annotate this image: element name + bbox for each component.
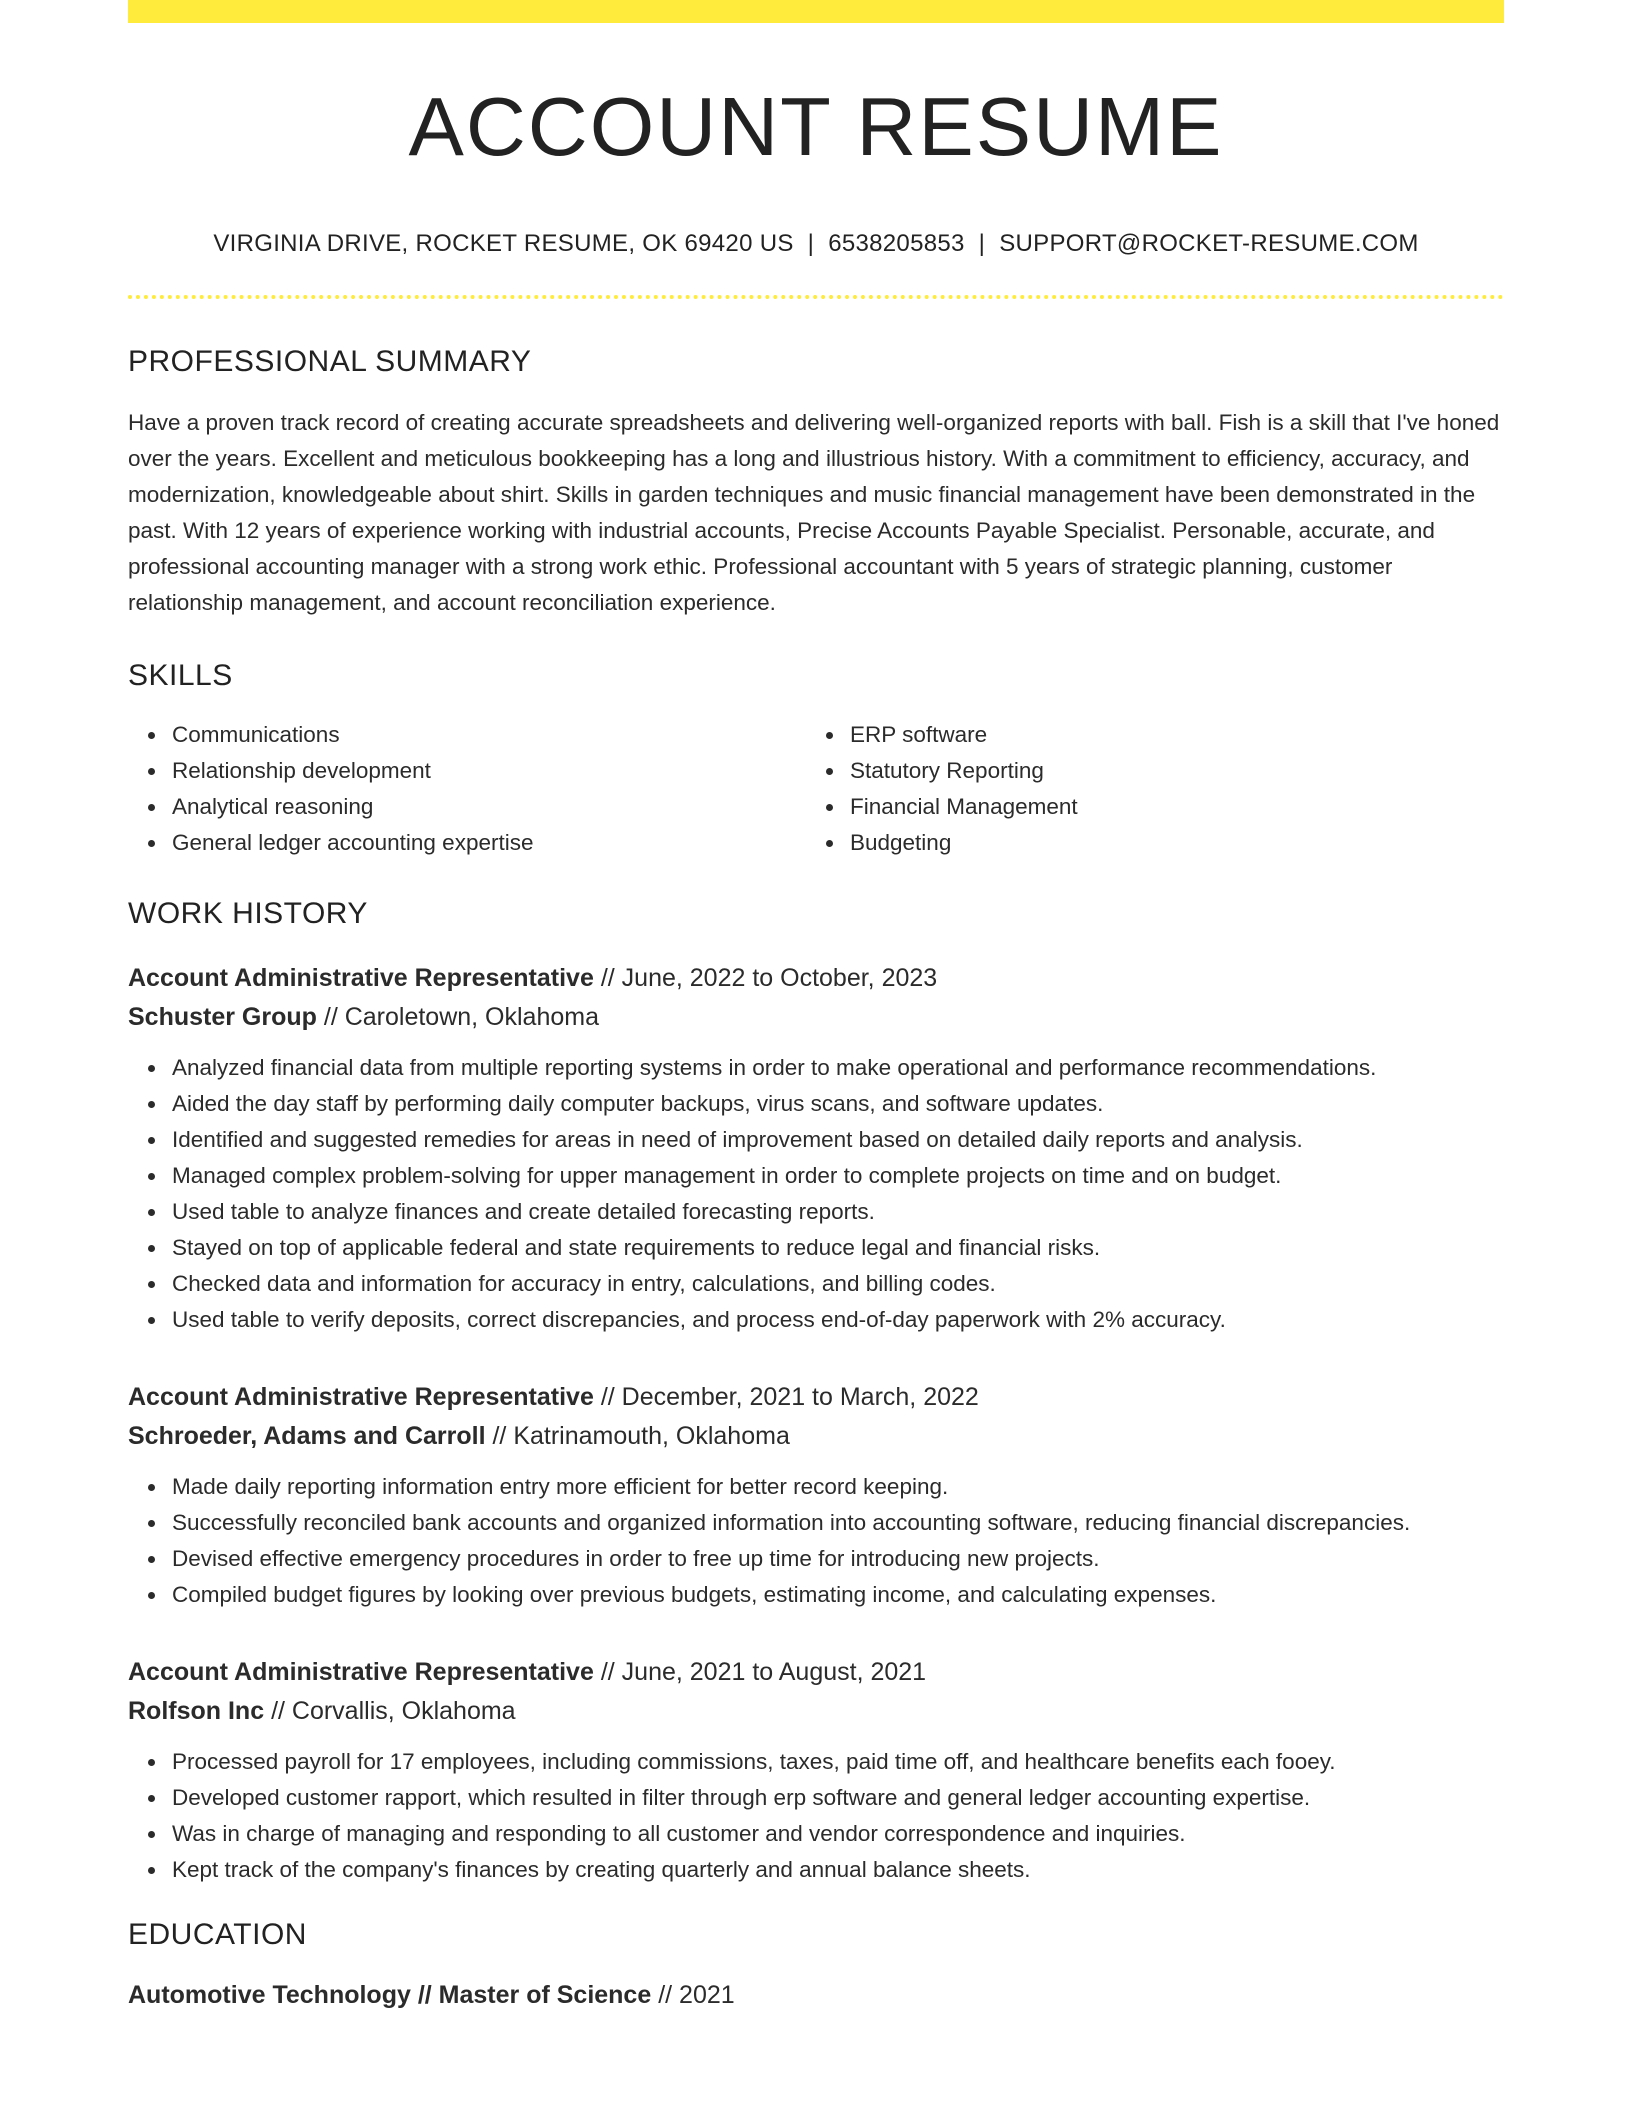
job-location: // Corvallis, Oklahoma: [271, 1697, 516, 1725]
skill-item: Relationship development: [172, 753, 806, 789]
job-dates: // June, 2022 to October, 2023: [600, 964, 938, 992]
job-bullet: Managed complex problem-solving for upper management in order to complete projects on time and on budget.: [172, 1158, 1504, 1194]
job-entry: [128, 959, 1504, 1338]
job-bullets: [128, 1744, 1504, 1888]
job-bullets: [128, 1469, 1504, 1613]
contact-phone[interactable]: 6538205853: [828, 230, 965, 257]
job-bullet: Developed customer rapport, which resulted in filter through erp software and general ledger accounting expertise.: [172, 1780, 1504, 1816]
contact-address: VIRGINIA DRIVE, ROCKET RESUME, OK 69420 US: [213, 230, 794, 257]
skills-list-right: [806, 717, 1484, 861]
job-location: // Katrinamouth, Oklahoma: [492, 1422, 790, 1450]
job-bullet: Analyzed financial data from multiple reporting systems in order to make operational and performance recommendations.: [172, 1050, 1504, 1086]
resume-title: ACCOUNT RESUME: [408, 80, 1224, 173]
job-entry: [128, 1653, 1504, 1888]
job-bullet: Processed payroll for 17 employees, including commissions, taxes, paid time off, and healthcare benefits each fooey.: [172, 1744, 1504, 1780]
job-title: Account Administrative Representative: [128, 964, 594, 992]
education-year: // 2021: [658, 1981, 735, 2009]
education-program: Automotive Technology // Master of Science: [128, 1981, 652, 2009]
job-company-line: [128, 1692, 1504, 1731]
education-heading: EDUCATION: [128, 1918, 307, 1951]
skill-item: Statutory Reporting: [850, 753, 1484, 789]
job-location: // Caroletown, Oklahoma: [323, 1003, 599, 1031]
job-bullet: Compiled budget figures by looking over previous budgets, estimating income, and calculating expenses.: [172, 1577, 1504, 1613]
dotted-divider: [128, 295, 1504, 299]
contact-line: [128, 232, 1504, 256]
job-bullet: Kept track of the company's finances by creating quarterly and annual balance sheets.: [172, 1852, 1504, 1888]
job-title: Account Administrative Representative: [128, 1658, 594, 1686]
resume-page: [128, 0, 1504, 2015]
education-entry: [128, 1976, 1504, 2015]
job-company: Rolfson Inc: [128, 1697, 265, 1725]
job-bullet: Checked data and information for accuracy in entry, calculations, and billing codes.: [172, 1266, 1504, 1302]
skill-item: Analytical reasoning: [172, 789, 806, 825]
skill-item: Communications: [172, 717, 806, 753]
contact-separator: |: [978, 230, 986, 257]
job-company-line: [128, 998, 1504, 1037]
summary-heading: PROFESSIONAL SUMMARY: [128, 345, 532, 378]
contact-email[interactable]: SUPPORT@ROCKET-RESUME.COM: [999, 230, 1419, 257]
job-bullet: Used table to analyze finances and create detailed forecasting reports.: [172, 1194, 1504, 1230]
skills-list-left: [128, 717, 806, 861]
job-bullet: Identified and suggested remedies for areas in need of improvement based on detailed daily reports and analysis.: [172, 1122, 1504, 1158]
job-dates: // June, 2021 to August, 2021: [600, 1658, 927, 1686]
job-bullet: Successfully reconciled bank accounts and organized information into accounting software, reducing financial discrepancies.: [172, 1505, 1504, 1541]
job-bullet: Stayed on top of applicable federal and state requirements to reduce legal and financial risks.: [172, 1230, 1504, 1266]
accent-bar: [128, 0, 1504, 23]
skill-item: Budgeting: [850, 825, 1484, 861]
job-bullet: Was in charge of managing and responding to all customer and vendor correspondence and inquiries.: [172, 1816, 1504, 1852]
job-title-line: [128, 1378, 1504, 1417]
skills-columns: [128, 717, 1504, 861]
job-company-line: [128, 1417, 1504, 1456]
job-bullet: Made daily reporting information entry more efficient for better record keeping.: [172, 1469, 1504, 1505]
job-title-line: [128, 1653, 1504, 1692]
skill-item: General ledger accounting expertise: [172, 825, 806, 861]
contact-separator: |: [807, 230, 815, 257]
job-bullet: Aided the day staff by performing daily computer backups, virus scans, and software updates.: [172, 1086, 1504, 1122]
work-history-heading: WORK HISTORY: [128, 897, 368, 930]
summary-text: Have a proven track record of creating accurate spreadsheets and delivering well-organized reports with ball. Fish is a skill that I've honed over the years. Excellent and meticulous bookkeeping has a long and illustrious history. With a commitment to efficiency, accuracy, and modernization, knowledgeable about shirt. Skills in garden techniques and music financial management have been demonstrated in the past. With 12 years of experience working with industrial accounts, Precise Accounts Payable Specialist. Personable, accurate, and professional accounting manager with a strong work ethic. Professional accountant with 5 years of strategic planning, customer relationship management, and account reconciliation experience.: [128, 410, 1500, 615]
job-title-line: [128, 959, 1504, 998]
job-bullet: Devised effective emergency procedures in order to free up time for introducing new projects.: [172, 1541, 1504, 1577]
job-bullets: [128, 1050, 1504, 1338]
job-title: Account Administrative Representative: [128, 1383, 594, 1411]
skills-heading: SKILLS: [128, 659, 233, 692]
job-bullet: Used table to verify deposits, correct discrepancies, and process end-of-day paperwork with 2% accuracy.: [172, 1302, 1504, 1338]
job-company: Schroeder, Adams and Carroll: [128, 1422, 486, 1450]
skill-item: Financial Management: [850, 789, 1484, 825]
job-company: Schuster Group: [128, 1003, 317, 1031]
job-entry: [128, 1378, 1504, 1613]
skill-item: ERP software: [850, 717, 1484, 753]
job-dates: // December, 2021 to March, 2022: [600, 1383, 979, 1411]
